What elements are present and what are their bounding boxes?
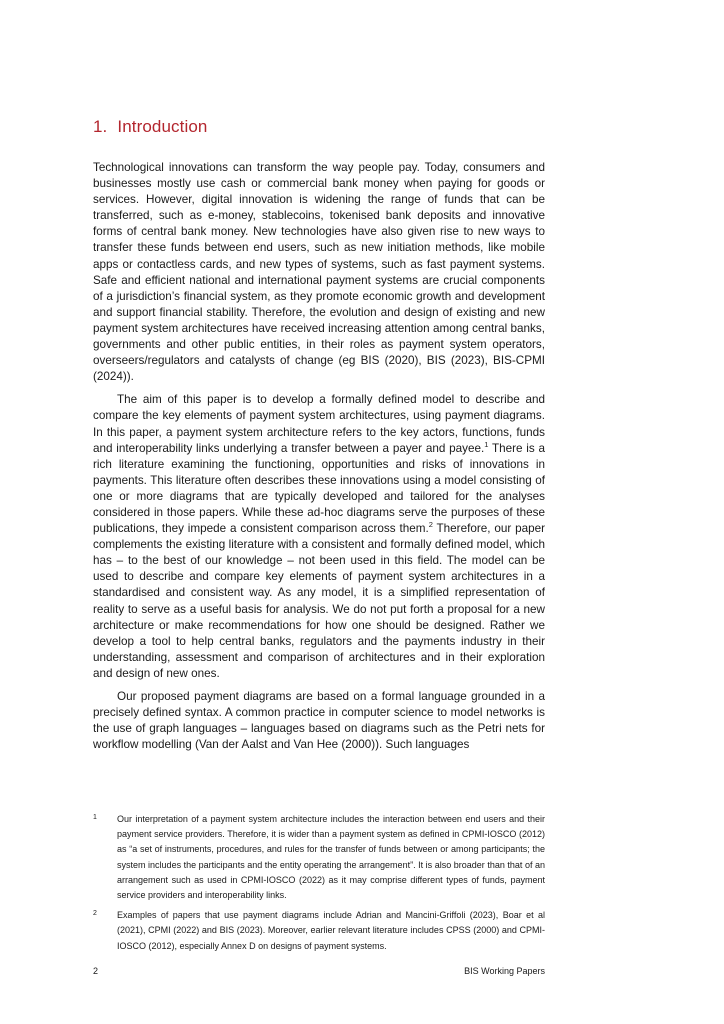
footnote-2 bbox=[93, 908, 545, 954]
footnote-text: Our interpretation of a payment system architecture includes the interaction between end users and their payment service providers. Therefore, it is wider than a payment system as defined in CPMI-IOSCO (2012) as “a set of instruments, procedures, and rules for the transfer of funds between or among participants; the system includes the participants and the entity operating the arrangement”. It is also broader than that of an arrangement such as used in CPMI-IOSCO (2022) as it may comprise different types of funds, payment service providers and interoperability links. bbox=[117, 814, 545, 901]
footnote-ref-1[interactable]: 1 bbox=[484, 439, 489, 449]
footnote-number: 2 bbox=[93, 910, 97, 918]
paragraph-2-part-c: Therefore, our paper complements the existing literature with a consistent and formally defined model, which has – to the best of our knowledge – not been used in this field. The model can be used to describe and compare key elements of payment system architectures in a standardised and consistent way. As any model, it is a simplified representation of reality to serve as a useful basis for analysis. We do not put forth a proposal for a new architecture or make recommendations for how one should be designed. Rather we develop a tool to help central banks, regulators and the payments industry in their understanding, assessment and comparison of architectures and in their exploration and design of new ones. bbox=[93, 522, 545, 680]
footnote-number: 1 bbox=[93, 814, 97, 821]
footnote-1 bbox=[93, 812, 545, 903]
body-text bbox=[93, 160, 545, 760]
publication-name: BIS Working Papers bbox=[464, 966, 545, 976]
paragraph-2 bbox=[93, 392, 545, 682]
section-title: Introduction bbox=[117, 117, 208, 136]
paragraph-3: Our proposed payment diagrams are based on a formal language grounded in a precisely defined syntax. A common practice in computer science to model networks is the use of graph languages – languages based on diagrams such as the Petri nets for workflow modelling (Van der Aalst and Van Hee (2000)). Such languages bbox=[93, 690, 545, 752]
paragraph-1: Technological innovations can transform the way people pay. Today, consumers and businesses mostly use cash or commercial bank money when paying for goods or services. However, digital innovation is widening the range of funds that can be transferred, such as e-money, stablecoins, tokenised bank deposits and innovative forms of central bank money. New technologies have also given rise to new ways to transfer these funds between end users, such as new initiation methods, like mobile apps or contactless cards, and new types of systems, such as fast payment systems. Safe and efficient national and international payment systems are crucial components of a jurisdiction’s financial system, as they promote economic growth and development and support financial stability. Therefore, the evolution and design of existing and new payment system architectures have received increasing attention among central banks, governments and other public entities, in their roles as payment system operators, overseers/regulators and catalysts of change (eg BIS (2020), BIS (2023), BIS-CPMI (2024)). bbox=[93, 161, 545, 384]
page-number: 2 bbox=[93, 966, 99, 976]
paragraph-2-part-b: There is a rich literature examining the functioning, opportunities and risks of innovations in payments. This literature often describes these innovations using a model consisting of one or more diagrams that are typically developed and tailored for the analyses considered in those papers. While these ad-hoc diagrams serve the purposes of these publications, they impede a consistent comparison across them. bbox=[93, 441, 545, 536]
paragraph-2-part-a: The aim of this paper is to develop a formally defined model to describe and compare the key elements of payment system architectures, using payment diagrams. In this paper, a payment system architecture refers to the key actors, functions, funds and interoperability links underlying a transfer between a payer and payee. bbox=[93, 393, 545, 455]
section-number: 1. bbox=[93, 117, 108, 136]
section-heading bbox=[93, 117, 207, 137]
footnote-text: Examples of papers that use payment diagrams include Adrian and Mancini-Griffoli (2023), Boar et al (2021), CPMI (2022) and BIS (2023). Moreover, earlier relevant literature includes CPSS (2000) and CPMI-IOSCO (2012), especially Annex D on designs of payment systems. bbox=[117, 910, 545, 951]
footnotes bbox=[93, 812, 545, 959]
page-footer bbox=[93, 966, 545, 976]
footnote-ref-2[interactable]: 2 bbox=[428, 520, 433, 530]
